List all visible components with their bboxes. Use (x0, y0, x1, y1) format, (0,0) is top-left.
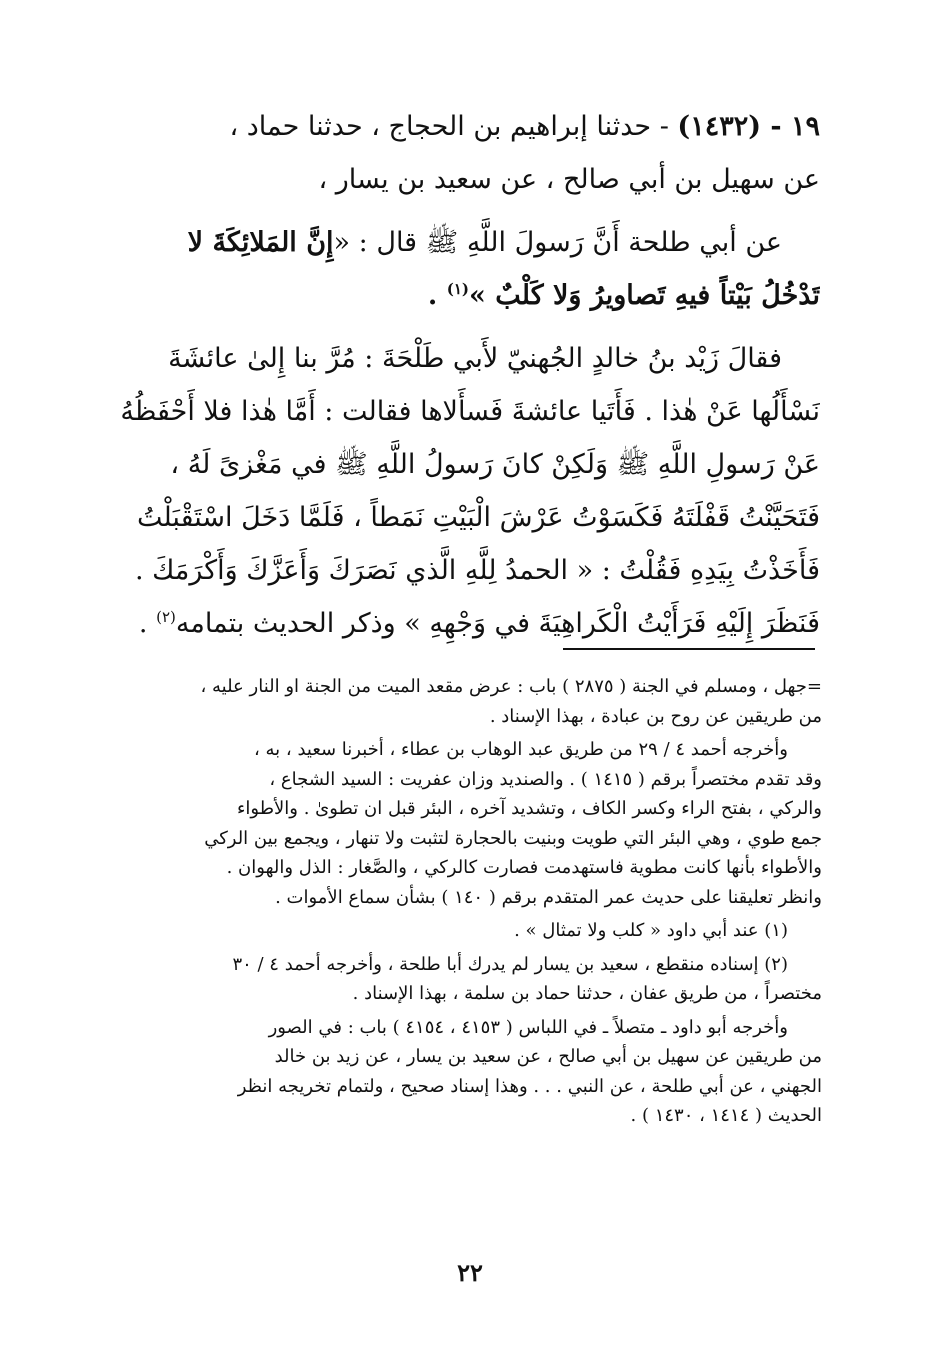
footnote-continued-2-line-6: وانظر تعليقنا على حديث عمر المتقدم برقم ( ١٤٠ ) بشأن سماع الأموات . (275, 886, 822, 908)
prophet-quote-start: إِنَّ المَلائِكَةَ لا (187, 227, 334, 258)
hadith-line-9: فَأَخَذْتُ بِيَدِهِ فَقُلْتُ : « الحمدُ لِلَّهِ الَّذي نَصَرَكَ وَأَعَزَّكَ وَأَكْرَمَكَ . (134, 555, 820, 586)
footnote-2-continued-line-2: من طريقين عن سهيل بن أبي صالح ، عن سعيد بن يسار ، عن زيد بن خالد (274, 1046, 822, 1067)
footnote-continued-2-line-2: وقد تقدم مختصراً برقم ( ١٤١٥ ) . والصنديد وزان عفريت : السيد الشجاع ، (269, 768, 822, 790)
footnote-2-line-1: (٢) إسناده منقطع ، سعيد بن يسار لم يدرك أبا طلحة ، وأخرجه أحمد ٤ / ٣٠ (232, 953, 788, 975)
hadith-line-5: فقالَ زَيْد بنُ خالدٍ الجُهنيّ لأَبي طَلْحَةَ : مُرَّ بنا إِلىٰ عائشَةَ (168, 343, 782, 374)
footnote-1: (١) عند أبي داود « كلب ولا تمثال » . (514, 920, 788, 941)
hadith-line-3 (120, 216, 820, 269)
footnote-ref-1: (١) (446, 280, 469, 298)
hadith-line-4-period: . (427, 280, 438, 311)
hadith-line-1-text: - حدثنا إبراهيم بن الحجاج ، حدثنا حماد ، (229, 111, 669, 142)
footnote-continued-line-2: من طريقين عن روح بن عبادة ، بهذا الإسناد . (489, 705, 822, 727)
hadith-line-1 (120, 100, 820, 153)
prophet-quote-end: تَدْخُلُ بَيْتاً فيهِ تَصاويرُ وَلا كَلْبٌ » (468, 280, 820, 311)
footnote-2-continued-line-3: الجهني ، عن أبي طلحة ، عن النبي . . . وهذا إسناد صحيح ، ولتمام تخريجه انظر (237, 1075, 822, 1097)
hadith-line-10 (120, 597, 820, 650)
hadith-line-2: عن سهيل بن أبي صالح ، عن سعيد بن يسار ، (318, 164, 820, 195)
footnote-2-line-2: مختصراً ، من طريق عفان ، حدثنا حماد بن سلمة ، بهذا الإسناد . (352, 983, 822, 1004)
footnote-continued-2-line-4: جمع طوي ، وهي البئر التي طويت وبنيت بالحجارة لتثبت ولا تنهار ، ويجمع بين الركي (204, 827, 822, 849)
footnote-2-continued-line-1: وأخرجه أبو داود ـ متصلاً ـ في اللباس ( ٤١٥٣ ، ٤١٥٤ ) باب : في الصور (268, 1016, 788, 1038)
page-number: ٢٢ (457, 1258, 483, 1287)
footnote-continued-2-line-3: والركي ، بفتح الراء وكسر الكاف ، وتشديد آخره ، البئر قبل ان تطوىٰ . والأطواء (236, 798, 822, 819)
hadith-line-4 (120, 269, 820, 322)
footnotes (122, 672, 822, 1131)
hadith-line-6: نَسْأَلُها عَنْ هٰذا . فَأَتَيا عائشةَ فَسأَلاها فقالت : أَمَّا هٰذا فلا أَحْفَظُهُ (120, 396, 820, 427)
footnote-2-continued-line-4: الحديث ( ١٤١٤ ، ١٤٣٠ ) . (630, 1105, 822, 1126)
hadith-line-7: عَنْ رَسولِ اللَّهِ ﷺ وَلَكِنْ كانَ رَسولُ اللَّهِ ﷺ في مَغْزىً لَهُ ، (170, 449, 820, 480)
hadith-line-8: فَتَحَيَّنْتُ قَفْلَتَهُ فَكَسَوْتُ عَرْشَ الْبَيْتِ نَمَطاً ، فَلَمَّا دَخَلَ اسْتَقْبَلْتُ (136, 502, 820, 533)
footnote-ref-2: (٢) (156, 608, 176, 626)
footnote-continued-2-line-1: وأخرجه أحمد ٤ / ٢٩ من طريق عبد الوهاب بن عطاء ، أخبرنا سعيد ، به ، (254, 739, 788, 760)
hadith-line-10-period: . (138, 608, 148, 639)
footnote-divider (563, 648, 815, 650)
hadith-number: ١٩ - (١٤٣٢) (677, 111, 820, 142)
footnote-continued-line-1: =جهل ، ومسلم في الجنة ( ٢٨٧٥ ) باب : عرض مقعد الميت من الجنة او النار عليه ، (200, 676, 822, 697)
hadith-line-3-text: عن أبي طلحة أَنَّ رَسولَ اللَّهِ ﷺ قال : « (333, 227, 782, 258)
hadith-text (120, 100, 820, 650)
hadith-line-10-text: فَنَظَرَ إِلَيْهِ فَرَأَيْتُ الْكَراهِيَةَ في وَجْهِهِ » وذكر الحديث بتمامه (175, 608, 820, 639)
footnote-continued-2-line-5: والأطواء بأنها كانت مطوية فاستهدمت فصارت كالركي ، والصَّغار : الذل والهوان . (226, 857, 822, 878)
